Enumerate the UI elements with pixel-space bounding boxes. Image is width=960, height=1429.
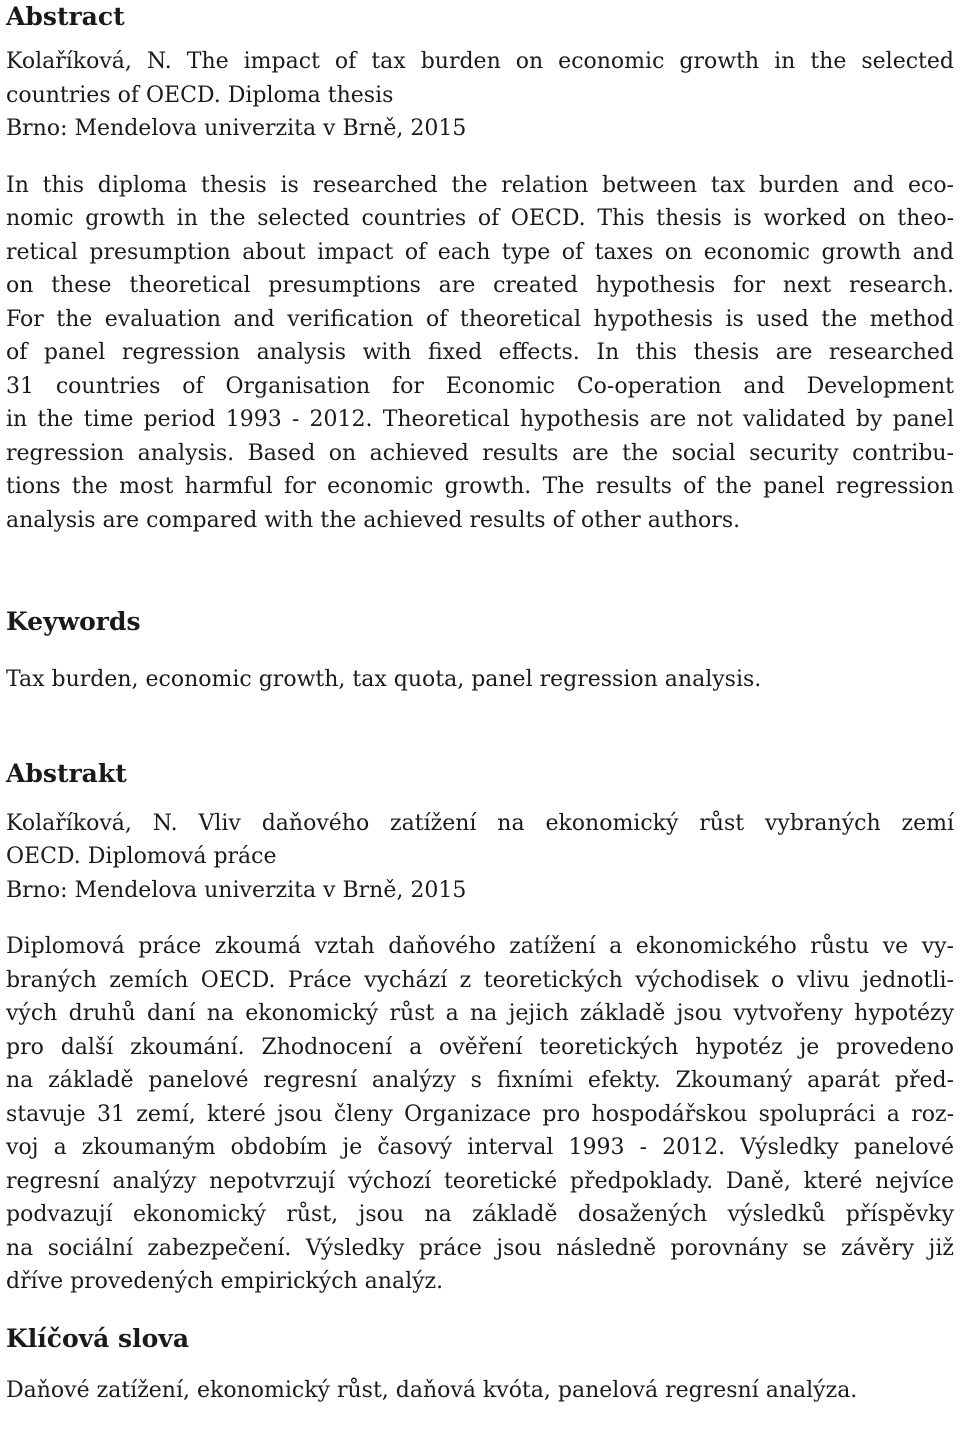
abstract-body-line: of panel regression analysis with fixed effects. In this thesis are researched bbox=[6, 340, 954, 365]
abstrakt-body-line: na základě panelové regresní analýzy s fixními efekty. Zkoumaný aparát před- bbox=[6, 1068, 954, 1093]
abstrakt-body-line: pro další zkoumání. Zhodnocení a ověření teoretických hypotéz je provedeno bbox=[6, 1034, 954, 1060]
abstract-body bbox=[6, 169, 954, 538]
abstract-body-line: For the evaluation and verification of theoretical hypothesis is used the method bbox=[6, 306, 954, 332]
abstrakt-body-line: na sociální zabezpečení. Výsledky práce jsou následně porovnány se závěry již bbox=[6, 1235, 954, 1261]
klicova-slova-heading: Klíčová slova bbox=[6, 1323, 190, 1353]
abstrakt-body-line: podvazují ekonomický růst, jsou na základě dosažených výsledků příspěvky bbox=[6, 1202, 954, 1227]
abstract-body-line: analysis are compared with the achieved results of other authors. bbox=[6, 507, 741, 533]
abstract-body-line: on these theoretical presumptions are created hypothesis for next research. bbox=[6, 273, 954, 298]
abstract-citation-line: countries of OECD. Diploma thesis bbox=[6, 82, 394, 108]
abstract-citation bbox=[6, 45, 954, 146]
abstrakt-citation-line: Brno: Mendelova univerzita v Brně, 2015 bbox=[6, 877, 467, 903]
abstract-body-line: 31 countries of Organisation for Economic Co-operation and Development bbox=[6, 373, 954, 399]
abstrakt-body-line: stavuje 31 zemí, které jsou členy Organizace pro hospodářskou spolupráci a roz- bbox=[6, 1101, 954, 1127]
abstract-body-line: nomic growth in the selected countries of OECD. This thesis is worked on theo- bbox=[6, 206, 954, 231]
abstract-heading: Abstract bbox=[6, 2, 125, 31]
abstrakt-body-line: braných zemích OECD. Práce vychází z teoretických východisek o vlivu jednotli- bbox=[6, 967, 954, 993]
abstract-body-line: regression analysis. Based on achieved results are the social security contribu- bbox=[6, 440, 954, 466]
abstract-body-line: In this diploma thesis is researched the relation between tax burden and eco- bbox=[6, 172, 954, 198]
abstrakt-heading: Abstrakt bbox=[6, 758, 127, 788]
abstrakt-body-line: vých druhů daní na ekonomický růst a na jejich základě jsou vytvořeny hypotézy bbox=[6, 1001, 954, 1026]
abstract-body-line: in the time period 1993 - 2012. Theoretical hypothesis are not validated by panel bbox=[6, 407, 954, 432]
abstract-body-line: retical presumption about impact of each type of taxes on economic growth and bbox=[6, 239, 954, 265]
abstract-citation-line: Brno: Mendelova univerzita v Brně, 2015 bbox=[6, 116, 467, 141]
abstrakt-citation-line: Kolaříková, N. Vliv daňového zatížení na ekonomický růst vybraných zemí bbox=[6, 810, 954, 836]
abstrakt-citation-line: OECD. Diplomová práce bbox=[6, 844, 277, 869]
abstrakt-body-line: regresní analýzy nepotvrzují výchozí teoretické předpoklady. Daně, které nejvíce bbox=[6, 1168, 954, 1194]
abstrakt-body-line: dříve provedených empirických analýz. bbox=[6, 1269, 444, 1294]
abstrakt-body-line: voj a zkoumaným obdobím je časový interval 1993 - 2012. Výsledky panelové bbox=[6, 1135, 954, 1160]
keywords-line: Tax burden, economic growth, tax quota, panel regression analysis. bbox=[6, 667, 762, 692]
keywords-text bbox=[6, 663, 954, 697]
abstract-body-line: tions the most harmful for economic growth. The results of the panel regression bbox=[6, 474, 954, 499]
keywords-heading: Keywords bbox=[6, 607, 141, 636]
klicova-slova-line: Daňové zatížení, ekonomický růst, daňová kvóta, panelová regresní analýza. bbox=[6, 1377, 858, 1403]
abstrakt-body bbox=[6, 930, 954, 1299]
abstract-citation-line: Kolaříková, N. The impact of tax burden on economic growth in the selected bbox=[6, 49, 954, 74]
abstrakt-body-line: Diplomová práce zkoumá vztah daňového zatížení a ekonomického růstu ve vy- bbox=[6, 934, 954, 959]
abstrakt-citation bbox=[6, 807, 954, 908]
klicova-slova-text bbox=[6, 1374, 954, 1408]
